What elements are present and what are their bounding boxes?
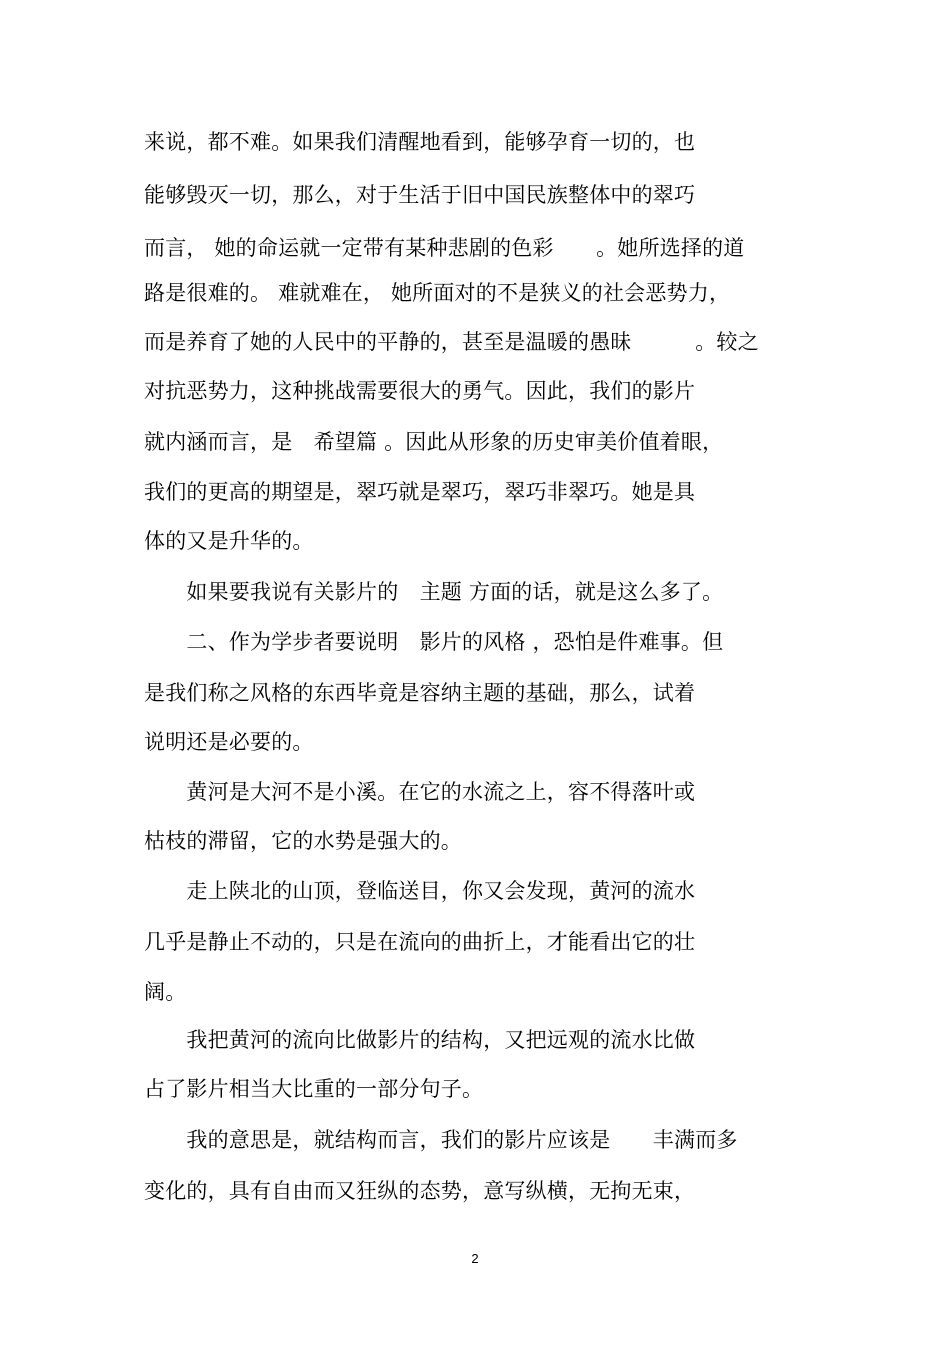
text-line: 我把黄河的流向比做影片的结构，又把远观的流水比做: [144, 1028, 696, 1052]
text-line: 能够毁灭一切，那么，对于生活于旧中国民族整体中的翠巧: [144, 183, 696, 207]
text-line: 说明还是必要的。: [144, 730, 314, 754]
text-line: 几乎是静止不动的，只是在流向的曲折上，才能看出它的壮: [144, 930, 696, 954]
text-line: 而言， 她的命运就一定带有某种悲剧的色彩 。她所选择的道: [144, 236, 745, 260]
text-line: 阔。: [144, 980, 187, 1004]
text-line: 对抗恶势力，这种挑战需要很大的勇气。因此，我们的影片: [144, 379, 696, 403]
text-line: 二、作为学步者要说明 影片的风格 ，恐怕是件难事。但: [144, 630, 724, 654]
text-line: 枯枝的滞留，它的水势是强大的。: [144, 829, 462, 853]
text-line: 我们的更高的期望是，翠巧就是翠巧，翠巧非翠巧。她是具: [144, 480, 696, 504]
text-line: 如果要我说有关影片的 主题 方面的话，就是这么多了。: [144, 580, 724, 604]
text-line: 变化的，具有自由而又狂纵的态势，意写纵横，无拘无束，: [144, 1179, 696, 1203]
text-line: 来说，都不难。如果我们清醒地看到，能够孕育一切的，也: [144, 130, 696, 154]
text-line: 占了影片相当大比重的一部分句子。: [144, 1077, 484, 1101]
text-line: 路是很难的。 难就难在， 她所面对的不是狭义的社会恶势力，: [144, 281, 731, 305]
text-line: 体的又是升华的。: [144, 529, 314, 553]
text-line: 而是养育了她的人民中的平静的，甚至是温暖的愚昧 。较之: [144, 330, 759, 354]
page-number: 2: [471, 1251, 479, 1266]
text-line: 就内涵而言，是 希望篇 。因此从形象的历史审美价值着眼，: [144, 430, 724, 454]
text-line: 是我们称之风格的东西毕竟是容纳主题的基础，那么，试着: [144, 681, 696, 705]
text-line: 黄河是大河不是小溪。在它的水流之上，容不得落叶或: [144, 780, 696, 804]
text-line: 走上陕北的山顶，登临送目，你又会发现，黄河的流水: [144, 879, 696, 903]
text-line: 我的意思是，就结构而言，我们的影片应该是 丰满而多: [144, 1128, 738, 1152]
